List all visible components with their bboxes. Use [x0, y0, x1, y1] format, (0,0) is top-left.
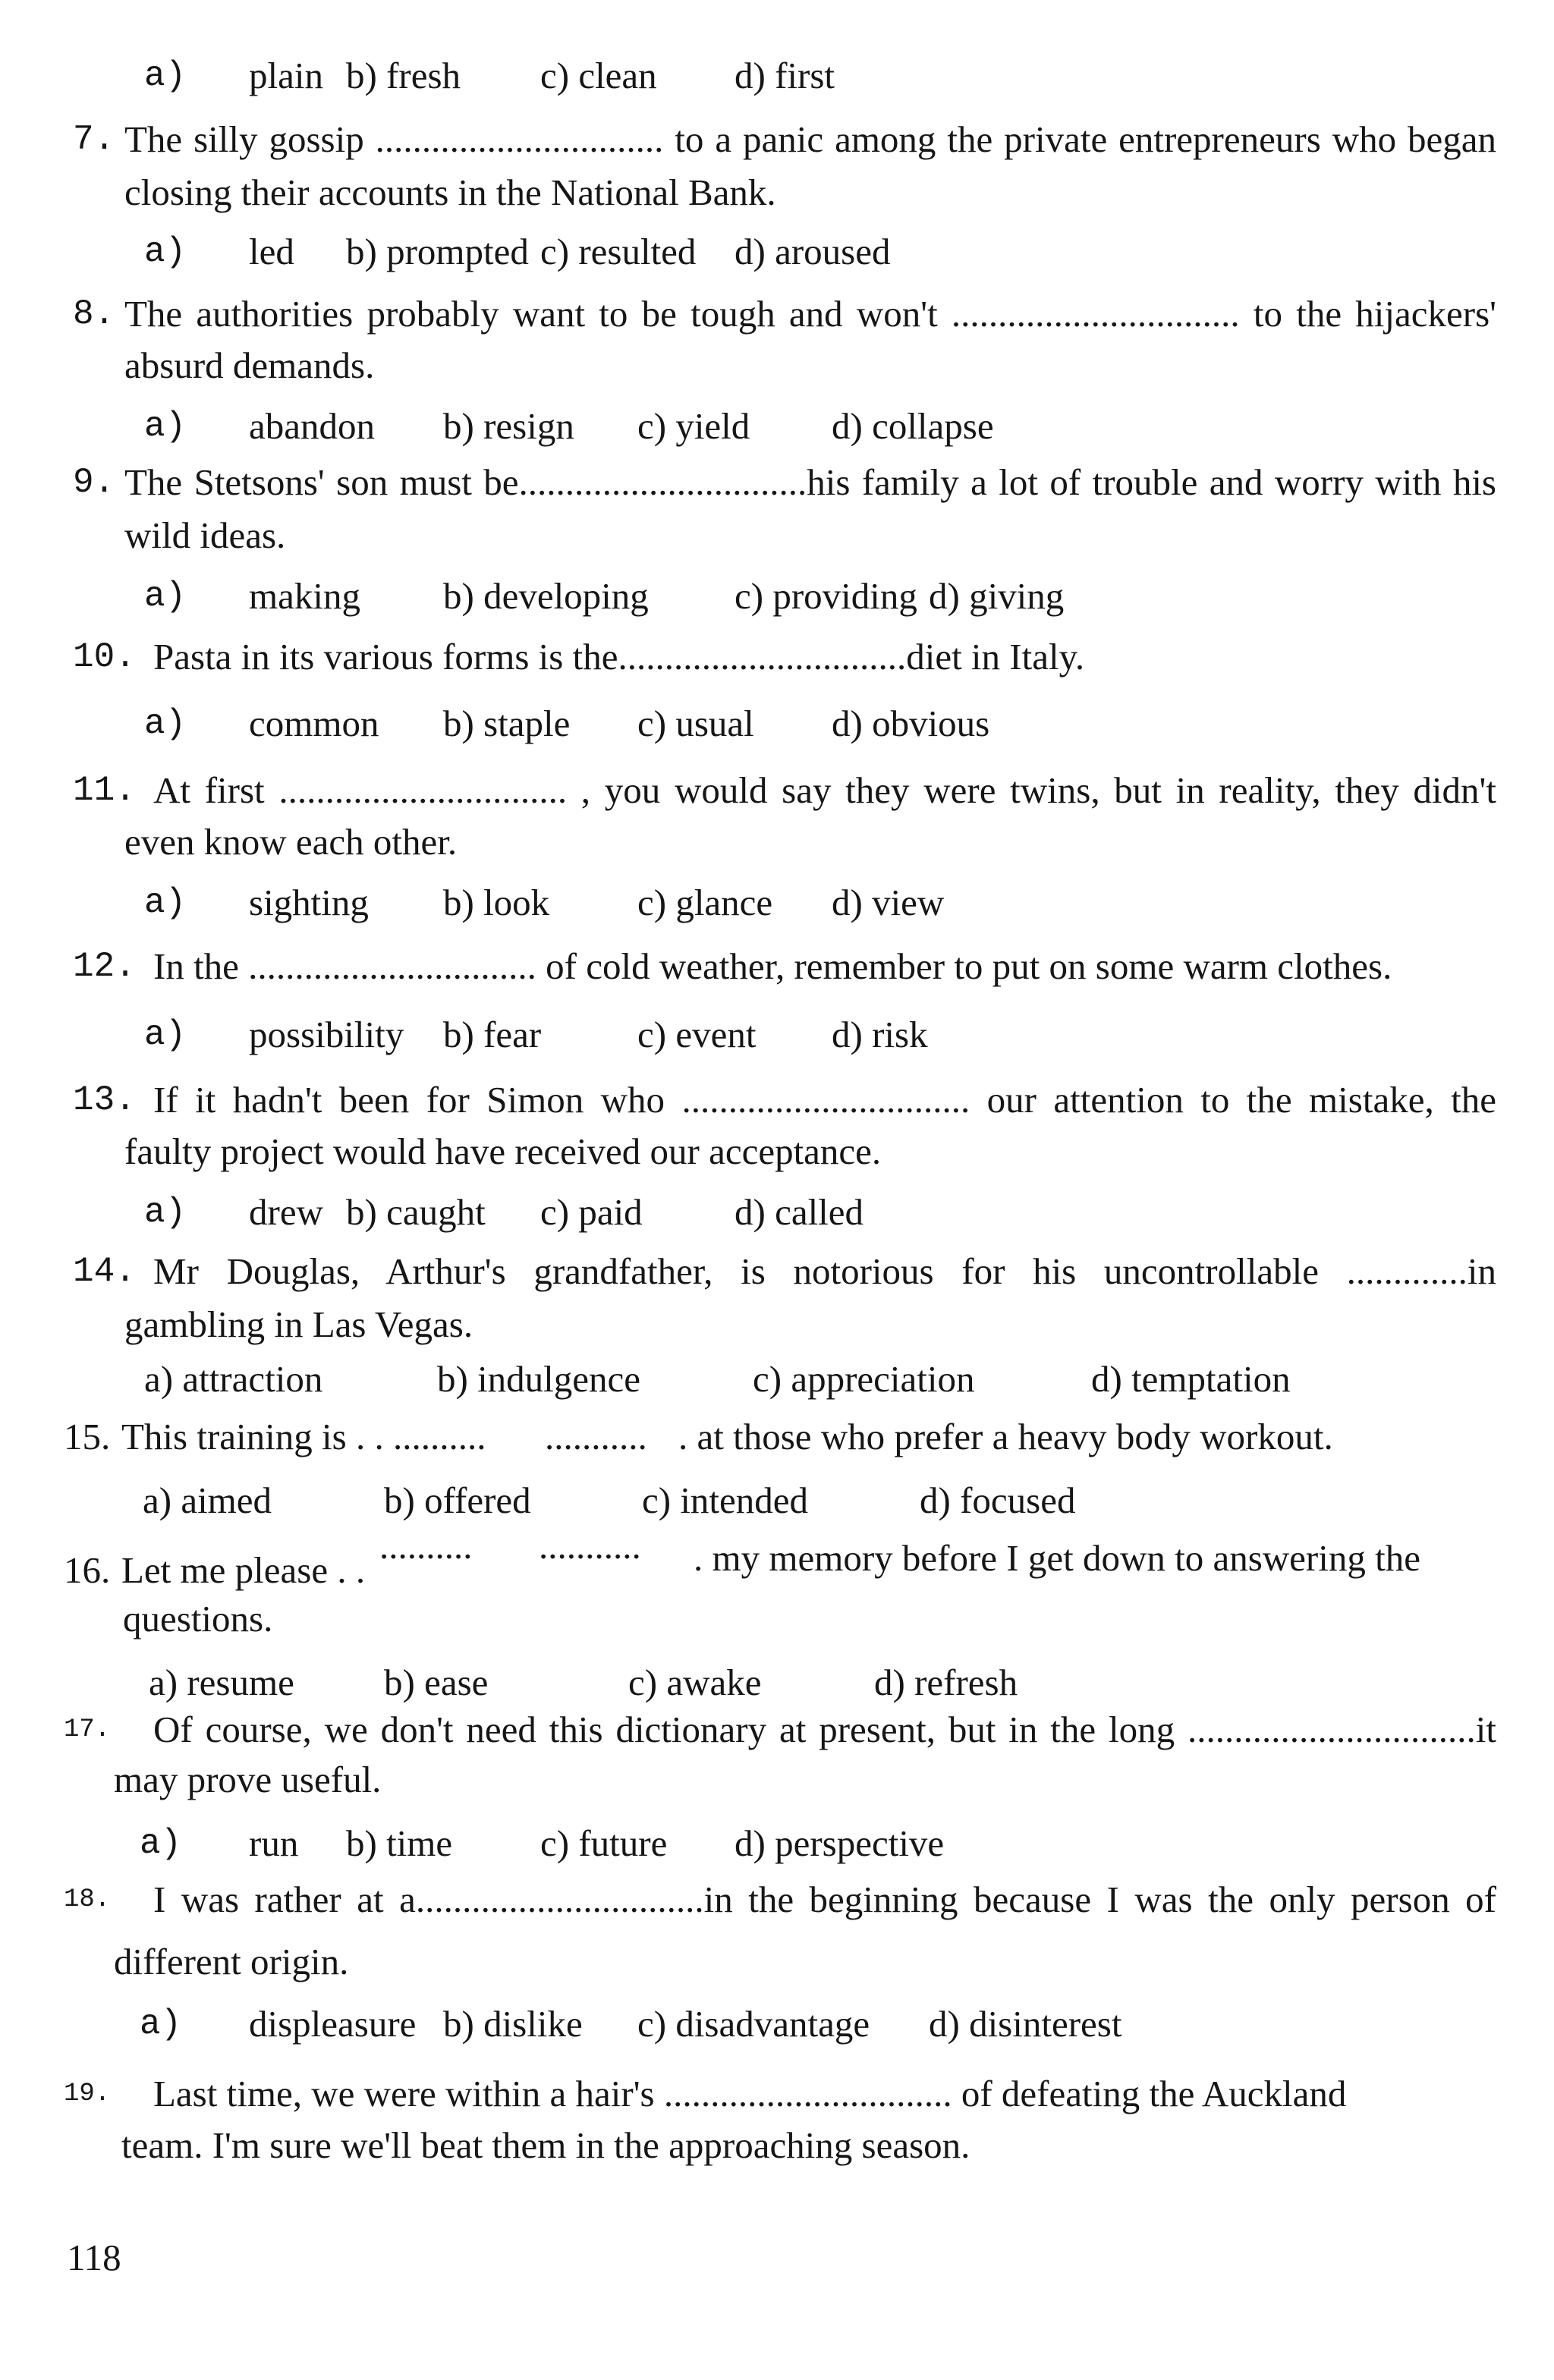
option-b: b) time: [346, 1822, 453, 1864]
question-text-line-2: questions.: [123, 1598, 273, 1640]
question-text-line-2: gambling in Las Vegas.: [124, 1303, 473, 1345]
option-a: abandon: [249, 405, 375, 447]
question-number: 15.: [64, 1416, 111, 1457]
option-a: run: [249, 1822, 299, 1864]
option-b: b) caught: [346, 1191, 486, 1233]
question-text-line-1: Mr Douglas, Arthur's grandfather, is notorious for his uncontrollable .............in: [153, 1250, 1496, 1292]
option-a: making: [249, 575, 360, 617]
option-b: b) developing: [443, 575, 649, 617]
option-c: c) event: [637, 1014, 757, 1055]
option-c: c) providing: [735, 575, 917, 617]
question-blank-dots: ...........: [545, 1416, 647, 1457]
option-a-label: a): [144, 883, 187, 923]
option-c: c) clean: [540, 55, 657, 96]
option-c: c) appreciation: [753, 1358, 975, 1400]
question-text-part-1: This training is . . ..........: [121, 1416, 486, 1457]
option-a: a) aimed: [143, 1479, 272, 1521]
option-b: b) indulgence: [437, 1358, 641, 1400]
question-text-line-1: The authorities probably want to be tough and won't ............................... to the hijackers': [124, 293, 1496, 335]
option-c: c) paid: [540, 1191, 643, 1233]
question-text-line-1: Of course, we don't need this dictionary at present, but in the long ...............................it: [153, 1709, 1496, 1750]
option-a: led: [249, 231, 294, 272]
option-a-label: a): [144, 232, 187, 272]
option-a-label: a): [144, 56, 187, 96]
option-c: c) glance: [637, 882, 773, 923]
option-b: b) offered: [384, 1479, 531, 1521]
option-d: d) risk: [832, 1014, 928, 1055]
option-a: sighting: [249, 882, 369, 923]
question-text-line-2: wild ideas.: [124, 514, 286, 556]
option-a-label: a): [144, 1015, 187, 1055]
option-a: plain: [249, 55, 323, 96]
question-number: 14.: [73, 1252, 136, 1291]
option-d: d) focused: [920, 1479, 1076, 1521]
question-text-part-1: Let me please . .: [121, 1549, 366, 1591]
question-text-line-2: faulty project would have received our acceptance.: [124, 1130, 882, 1172]
question-text-line-2: may prove useful.: [114, 1759, 382, 1800]
option-b: b) ease: [384, 1662, 489, 1703]
option-a-label: a): [144, 577, 187, 616]
option-d: d) view: [832, 882, 945, 923]
question-number: 7.: [73, 120, 115, 159]
option-a-label: a): [144, 704, 187, 744]
option-a: displeasure: [249, 2003, 417, 2045]
question-number: 8.: [73, 294, 115, 334]
option-d: d) disinterest: [929, 2003, 1122, 2045]
option-d: d) collapse: [832, 405, 994, 447]
question-number: 19.: [64, 2080, 111, 2108]
question-text-line-2: absurd demands.: [124, 344, 375, 386]
option-b: b) dislike: [443, 2003, 583, 2045]
option-a-label: a): [144, 407, 187, 446]
question-blank-dots: ...........: [539, 1525, 641, 1567]
question-text-line-1: In the ............................... of cold weather, remember to put on some warm clothes.: [153, 945, 1392, 987]
question-number: 18.: [64, 1885, 111, 1914]
option-d: d) perspective: [735, 1822, 945, 1864]
option-b: b) look: [443, 882, 550, 923]
question-number: 10.: [73, 637, 136, 677]
question-text-line-2: even know each other.: [124, 821, 458, 863]
question-blank-dots: ..........: [379, 1525, 473, 1567]
option-d: d) aroused: [735, 231, 891, 272]
option-b: b) fear: [443, 1014, 542, 1055]
option-b: b) prompted: [346, 231, 529, 272]
question-text-line-1: At first ............................... , you would say they were twins, but in reality, they didn't: [153, 769, 1496, 811]
question-text-line-1: The silly gossip ............................... to a panic among the private entrepreneurs who began: [124, 118, 1496, 160]
option-d: d) obvious: [832, 703, 990, 744]
page-number: 118: [67, 2237, 121, 2278]
question-number: 17.: [64, 1715, 111, 1744]
option-c: c) usual: [637, 703, 754, 744]
option-d: d) called: [735, 1191, 864, 1233]
option-a-label: a): [140, 2004, 182, 2044]
question-text-line-2: closing their accounts in the National Bank.: [124, 171, 776, 213]
question-text-line-1: I was rather at a...............................in the beginning because I was the only person of: [153, 1879, 1496, 1920]
question-text-line-1: Last time, we were within a hair's ............................... of defeating the Auckland: [153, 2073, 1347, 2114]
question-text-part-2: . my memory before I get down to answering the: [694, 1537, 1420, 1579]
option-c: c) disadvantage: [637, 2003, 870, 2045]
question-number: 9.: [73, 463, 115, 502]
option-a: drew: [249, 1191, 323, 1233]
option-b: b) fresh: [346, 55, 461, 96]
option-a: a) attraction: [144, 1358, 323, 1400]
question-text-part-2: . at those who prefer a heavy body workout.: [678, 1416, 1333, 1457]
option-a: possibility: [249, 1014, 404, 1055]
option-d: d) refresh: [874, 1662, 1018, 1703]
question-number: 12.: [73, 947, 136, 986]
option-c: c) intended: [642, 1479, 809, 1521]
option-d: d) first: [735, 55, 835, 96]
option-c: c) resulted: [540, 231, 697, 272]
option-c: c) awake: [628, 1662, 762, 1703]
question-number: 11.: [73, 771, 136, 810]
option-c: c) yield: [637, 405, 750, 447]
option-a-label: a): [140, 1824, 182, 1863]
option-d: d) giving: [929, 575, 1065, 617]
option-a: a) resume: [149, 1662, 294, 1703]
question-text-line-1: The Stetsons' son must be...............................his family a lot of trouble and worry with his: [124, 461, 1496, 503]
option-d: d) temptation: [1091, 1358, 1291, 1400]
option-b: b) resign: [443, 405, 574, 447]
question-number: 16.: [64, 1549, 111, 1591]
question-number: 13.: [73, 1080, 136, 1120]
option-c: c) future: [540, 1822, 668, 1864]
question-text-line-1: Pasta in its various forms is the...............................diet in Italy.: [153, 636, 1085, 678]
option-b: b) staple: [443, 703, 571, 744]
option-a-label: a): [144, 1193, 187, 1232]
option-a: common: [249, 703, 379, 744]
question-text-line-1: If it hadn't been for Simon who ............................... our attention to the mistake, the: [153, 1079, 1496, 1121]
question-text-line-2: different origin.: [114, 1941, 349, 1982]
question-text-line-2: team. I'm sure we'll beat them in the approaching season.: [121, 2124, 970, 2166]
